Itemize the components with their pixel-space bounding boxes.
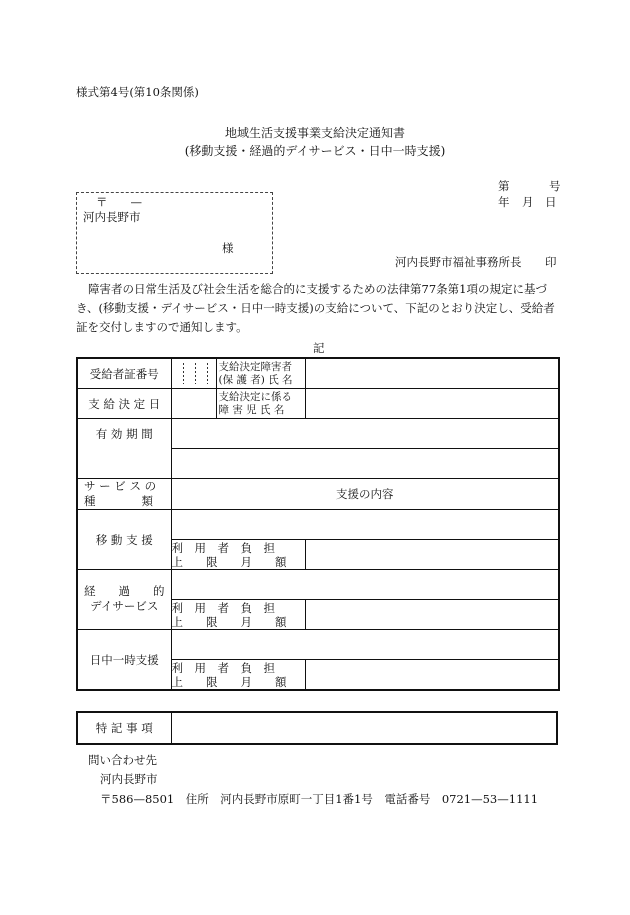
date-day: 日 — [545, 195, 557, 209]
issuer-name: 河内長野市福祉事務所長 — [395, 255, 522, 269]
support-content-label: 支援の内容 — [171, 479, 559, 510]
address-honorific: 様 — [222, 241, 234, 255]
form-number: 様式第4号(第10条関係) — [76, 85, 199, 99]
contact-city: 河内長野市 — [100, 772, 158, 786]
doc-number-dai: 第 — [498, 179, 510, 193]
service-respite-limit-field[interactable] — [305, 660, 559, 691]
child-name-field[interactable] — [305, 389, 559, 419]
service-mobility-limit-label: 利 用 者 負 担 上 限 月 額 — [171, 540, 305, 570]
service-day-label: 経 過 的 デイサービス — [77, 570, 171, 630]
date-month: 月 — [522, 195, 534, 209]
contact-title: 問い合わせ先 — [88, 753, 157, 767]
service-day-limit-label: 利 用 者 負 担 上 限 月 額 — [171, 600, 305, 630]
service-mobility-content[interactable] — [171, 510, 559, 540]
decision-date-label: 支 給 決 定 日 — [77, 389, 171, 419]
valid-period-field-1[interactable] — [171, 419, 559, 449]
date-year: 年 — [498, 195, 510, 209]
service-respite-content[interactable] — [171, 630, 559, 660]
special-notes-label: 特 記 事 項 — [77, 712, 171, 744]
page-subtitle: (移動支援・経過的デイサービス・日中一時支援) — [184, 144, 446, 158]
address-city: 河内長野市 — [83, 210, 141, 224]
postal-mark: 〒 — — [96, 195, 142, 209]
decision-table — [76, 357, 560, 691]
doc-number-go: 号 — [549, 179, 561, 193]
contact-address-phone: 〒586—8501 住所 河内長野市原町一丁目1番1号 電話番号 0721—53—1111 — [100, 792, 539, 806]
ki-label: 記 — [313, 341, 325, 355]
valid-period-field-2[interactable] — [171, 449, 559, 479]
address-box — [76, 192, 273, 274]
service-mobility-limit-field[interactable] — [305, 540, 559, 570]
service-mobility-label: 移 動 支 援 — [77, 510, 171, 570]
decision-date-field[interactable] — [171, 389, 216, 419]
valid-period-label: 有 効 期 間 — [77, 419, 171, 479]
seal-mark: 印 — [545, 255, 557, 269]
special-notes-table — [76, 711, 558, 745]
service-respite-label: 日中一時支援 — [77, 630, 171, 691]
intro-text: 障害者の日常生活及び社会生活を総合的に支援するための法律第77条第1項の規定に基づき、(移動支援・デイサービス・日中一時支援)の支給について、下記のとおり決定し、受給者証を交付しますので通知します。 — [76, 282, 555, 334]
recipient-number-label: 受給者証番号 — [77, 358, 171, 389]
guardian-name-label: 支給決定障害者 (保 護 者) 氏 名 — [216, 358, 305, 389]
guardian-name-field[interactable] — [305, 358, 559, 389]
special-notes-field[interactable] — [171, 712, 557, 744]
service-day-limit-field[interactable] — [305, 600, 559, 630]
service-type-label: サ ー ビ ス の 種 類 — [77, 479, 171, 510]
service-day-content[interactable] — [171, 570, 559, 600]
page-title: 地域生活支援事業支給決定通知書 — [224, 126, 405, 140]
service-respite-limit-label: 利 用 者 負 担 上 限 月 額 — [171, 660, 305, 691]
child-name-label: 支給決定に係る 障 害 児 氏 名 — [216, 389, 305, 419]
recipient-number-field[interactable] — [171, 358, 216, 389]
